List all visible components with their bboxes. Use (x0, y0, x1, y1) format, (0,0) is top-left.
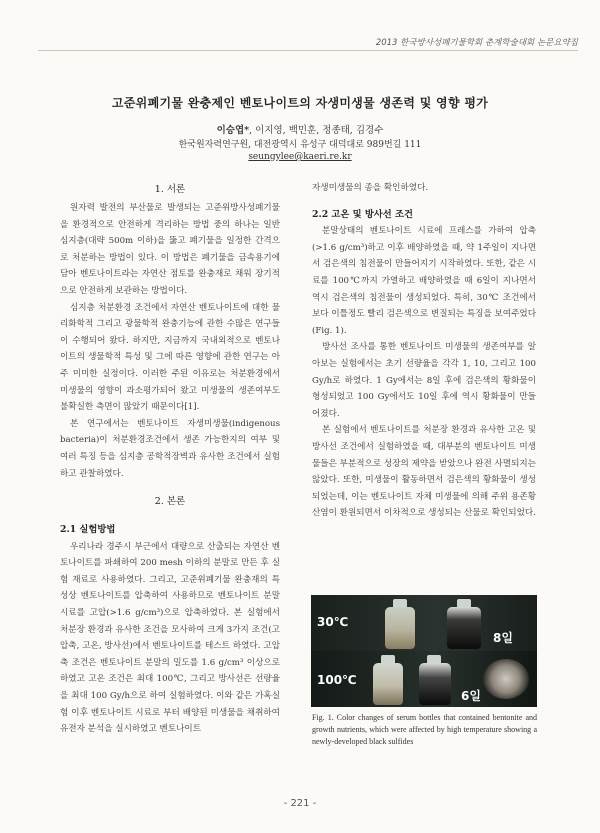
subsection-heading-conditions: 2.2 고온 및 방사선 조건 (312, 208, 413, 220)
affiliation: 한국원자력연구원, 대전광역시 유성구 대덕대로 989번길 111 (178, 140, 422, 150)
author-email[interactable] (0, 152, 600, 162)
email-link[interactable]: seungylee@kaeri.re.kr (248, 152, 352, 162)
left-column (60, 180, 280, 738)
label-100c: 100℃ (317, 673, 357, 687)
running-header: 2013 한국방사성폐기물학회 춘계학술대회 논문요약집 (375, 38, 578, 48)
method-paragraph: 우리나라 경주시 부근에서 대량으로 산출되는 자연산 벤토나이트를 파쇄하여 200 mesh 이하의 분말로 만든 후 실험 재료로 사용하였다. 그리고, 고준위폐기물 완충재의 특성상 벤토나이트를 압축하여 사용하므로 벤토나이트 분말시료를 고압(>1.6 g/cm³)으로 압축하였다. 본 실험에서 처분장 환경과 유사한 조건을 모사하여 크게 3가지 조건(고압축, 고온, 방사선)에서 벤토나이트를 테스트 하였다. 고압축 조건은 벤토나이트 분말의 밀도를 1.6 g/cm³ 이상으로 하였고 고온 조건은 최대 100℃, 그리고 방사선은 선량율을 최대 100 Gy/h으로 하여 실험하였다. 이와 같은 가혹실험 이후 벤토나이트 시료로 부터 배양된 미생물을 채취하여 유전자 분석을 실시하였고 벤토나이트 (60, 541, 280, 735)
subsection-heading-method: 2.1 실험방법 (60, 524, 116, 536)
conditions-paragraph-2: 방사선 조사를 통한 벤토나이트 미생물의 생존여부를 알아보는 실험에서는 초기 선량율을 각각 1, 10, 그리고 100 Gy/h로 하였다. 1 Gy에서는 8일 후에 검은색의 황화물이 형성되었고 100 Gy에서도 10일 후에 역시 황화물이 만들어졌다. (312, 342, 536, 419)
intro-paragraph-2: 심지층 처분환경 조건에서 자연산 벤토나이트에 대한 물리화학적 그리고 광물학적 완충기능에 관한 수많은 연구들이 수행되어 왔다. 하지만, 지금까지 국내외적으로 벤토나이트의 생물학적 특성 및 그에 따른 영향에 관한 연구는 아주 미미한 실정이다. 이러한 주된 이유로는 처분환경에서 미생물의 영향이 과소평가되어 왔고 미생물의 생존여부도 불확실한 측면이 많았기 때문이다[1]. (60, 302, 280, 413)
header-divider (38, 50, 578, 51)
photo-30c-panel (311, 595, 537, 651)
conditions-paragraph-1: 분말상태의 벤토나이트 시료에 프레스를 가하여 압축(>1.6 g/cm³)하고 이후 배양하였을 때, 약 1주일이 지나면서 검은색의 침전물이 만들어지기 시작하였다. 또한, 같은 시료를 100℃까지 가열하고 배양하였을 때 6일이 지나면서 역시 검은색의 침전물이 생성되었다. 특히, 30℃ 조건에서보다 이틀정도 빨리 검은색으로 변질되는 특징을 보여주었다(Fig. 1). (312, 226, 536, 336)
conditions-paragraph-3: 본 실험에서 벤토나이트를 처분장 환경과 유사한 고온 및 방사선 조건에서 실험하였을 때, 대부분의 벤토나이트 미생물들은 부분적으로 성장의 제약을 받았으나 완전 사멸되지는 않았다. 또한, 미생물이 활동하면서 검은색의 황화물이 생성되었는데, 이는 벤토나이트 자체 미생물에 의해 주위 용존황산염이 환원되면서 이차적으로 생성되는 산물로 확인되었다. (312, 425, 536, 519)
spacer (60, 512, 280, 522)
photo-100c-panel (311, 651, 537, 707)
page-number: - 221 - (283, 798, 317, 809)
sulfide-closeup-image (483, 659, 529, 699)
bottle-black (447, 607, 481, 649)
continued-paragraph: 자생미생물의 종을 확인하였다. (312, 183, 429, 193)
section-heading-body: 2. 본론 (154, 496, 186, 508)
spacer (312, 197, 536, 207)
spacer (60, 482, 280, 492)
section-heading-intro: 1. 서론 (154, 184, 186, 195)
author-line (0, 122, 600, 136)
co-authors: , 이지영, 백민훈, 정종태, 김경수 (249, 125, 384, 136)
label-8-day: 8일 (493, 631, 513, 645)
bottle-black (419, 663, 451, 705)
figure-bottle-photos (311, 595, 537, 707)
label-6-day: 6일 (461, 689, 481, 703)
bottle-clear (373, 663, 403, 705)
figure-caption: Fig. 1. Color changes of serum bottles that contained bentonite and growth nutrients, which were affected by high temperature showing a newly-developed black sulfides (312, 713, 537, 746)
bottle-clear (385, 607, 415, 649)
lead-author: 이승엽* (216, 125, 250, 136)
right-column (312, 180, 536, 522)
label-30c: 30℃ (317, 615, 349, 629)
paper-title: 고준위폐기물 완충제인 벤토나이트의 자생미생물 생존력 및 영향 평가 (111, 96, 489, 110)
intro-paragraph-3: 본 연구에서는 벤토나이트 자생미생물(indigenous bacteria)이 처분환경조건에서 생존 가능한지의 여부 및 여러 특징 등을 심지층 공학적장벽과 유사한 조건에서 실험하고 관찰하였다. (60, 418, 280, 479)
intro-paragraph-1: 원자력 발전의 부산물로 발생되는 고준위방사성폐기물을 환경적으로 안전하게 격리하는 방법 중의 하나는 일반 심지층(대략 500m 이하)을 뚫고 폐기물을 일정한 간격으로 처분하는 방법이 있다. 이 방법은 폐기물을 금속용기에 담아 벤토나이트라는 자연산 점토를 완충재로 채워 장기적으로 안전하게 보관하는 방법이다. (60, 203, 280, 296)
